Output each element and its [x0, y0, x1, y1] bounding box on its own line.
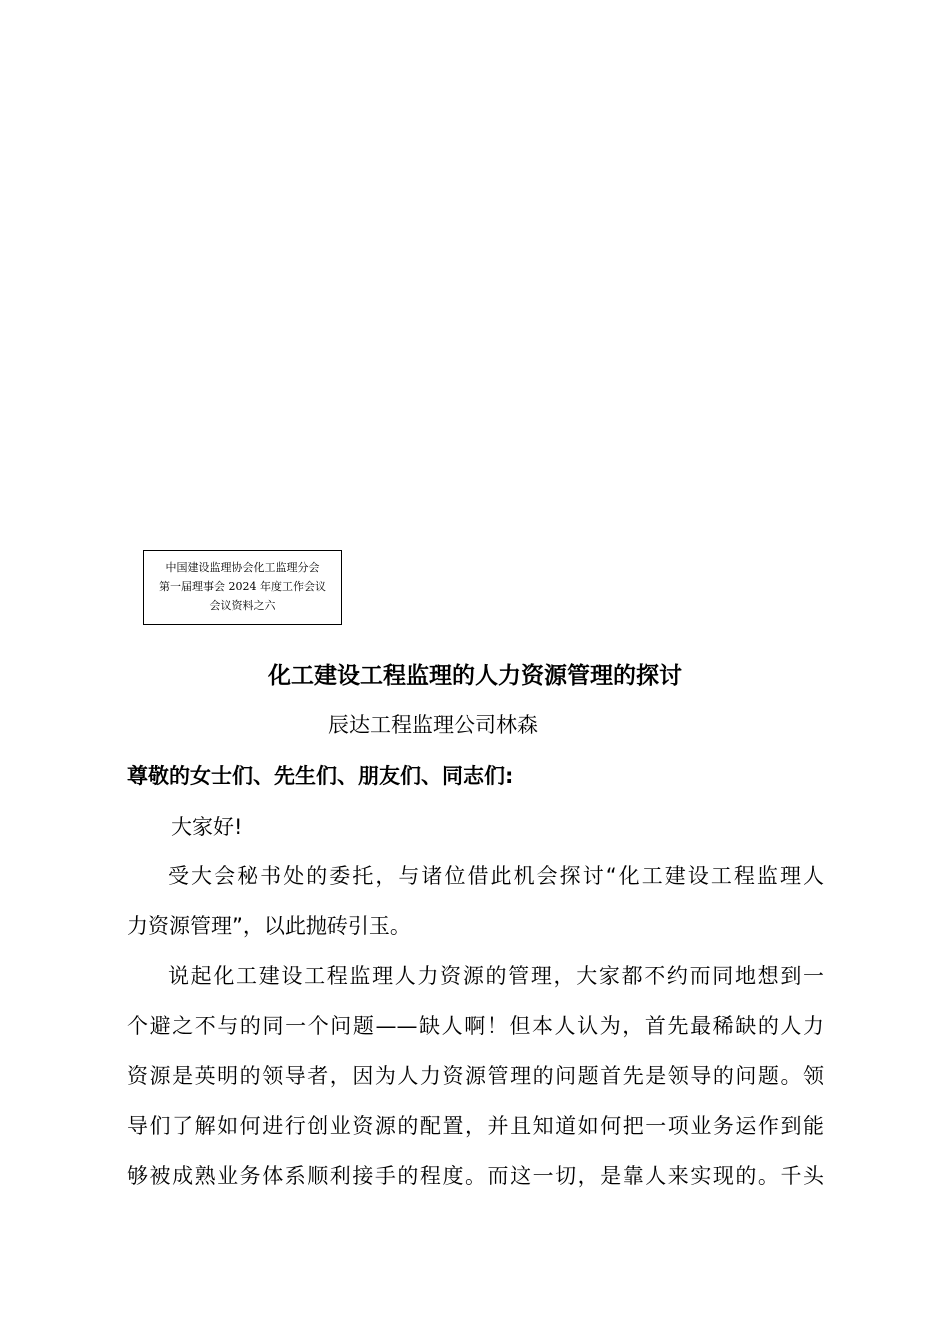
- paragraph-2-line-4: 导们了解如何进行创业资源的配置，并且知道如何把一项业务运作到能: [127, 1114, 824, 1138]
- paragraph-2-line-1: 说起化工建设工程监理人力资源的管理，大家都不约而同地想到一: [168, 964, 824, 988]
- paragraph-2-line-5: 够被成熟业务体系顺利接手的程度。而这一切，是靠人来实现的。千头: [127, 1164, 824, 1188]
- meeting-info-line-1: 中国建设监理协会化工监理分会: [165, 561, 320, 574]
- meeting-info-line-2: 第一届理事会 2024 年度工作会议: [159, 580, 326, 593]
- document-title: 化工建设工程监理的人力资源管理的探讨: [268, 663, 682, 689]
- paragraph-1-line-1: 受大会秘书处的委托，与诸位借此机会探讨“化工建设工程监理人: [168, 864, 824, 888]
- meeting-info-box: [143, 550, 342, 625]
- meeting-info-line-3: 会议资料之六: [209, 599, 276, 612]
- salutation: 尊敬的女士们、先生们、朋友们、同志们:: [127, 764, 514, 788]
- paragraph-2-line-3: 资源是英明的领导者，因为人力资源管理的问题首先是领导的问题。领: [127, 1064, 824, 1088]
- paragraph-1-line-2: 力资源管理”，以此抛砖引玉。: [127, 914, 411, 938]
- greeting: 大家好!: [171, 815, 243, 839]
- paragraph-2-line-2: 个避之不与的同一个问题——缺人啊！但本人认为，首先最稀缺的人力: [127, 1014, 824, 1038]
- author-line: 辰达工程监理公司林森: [328, 713, 538, 737]
